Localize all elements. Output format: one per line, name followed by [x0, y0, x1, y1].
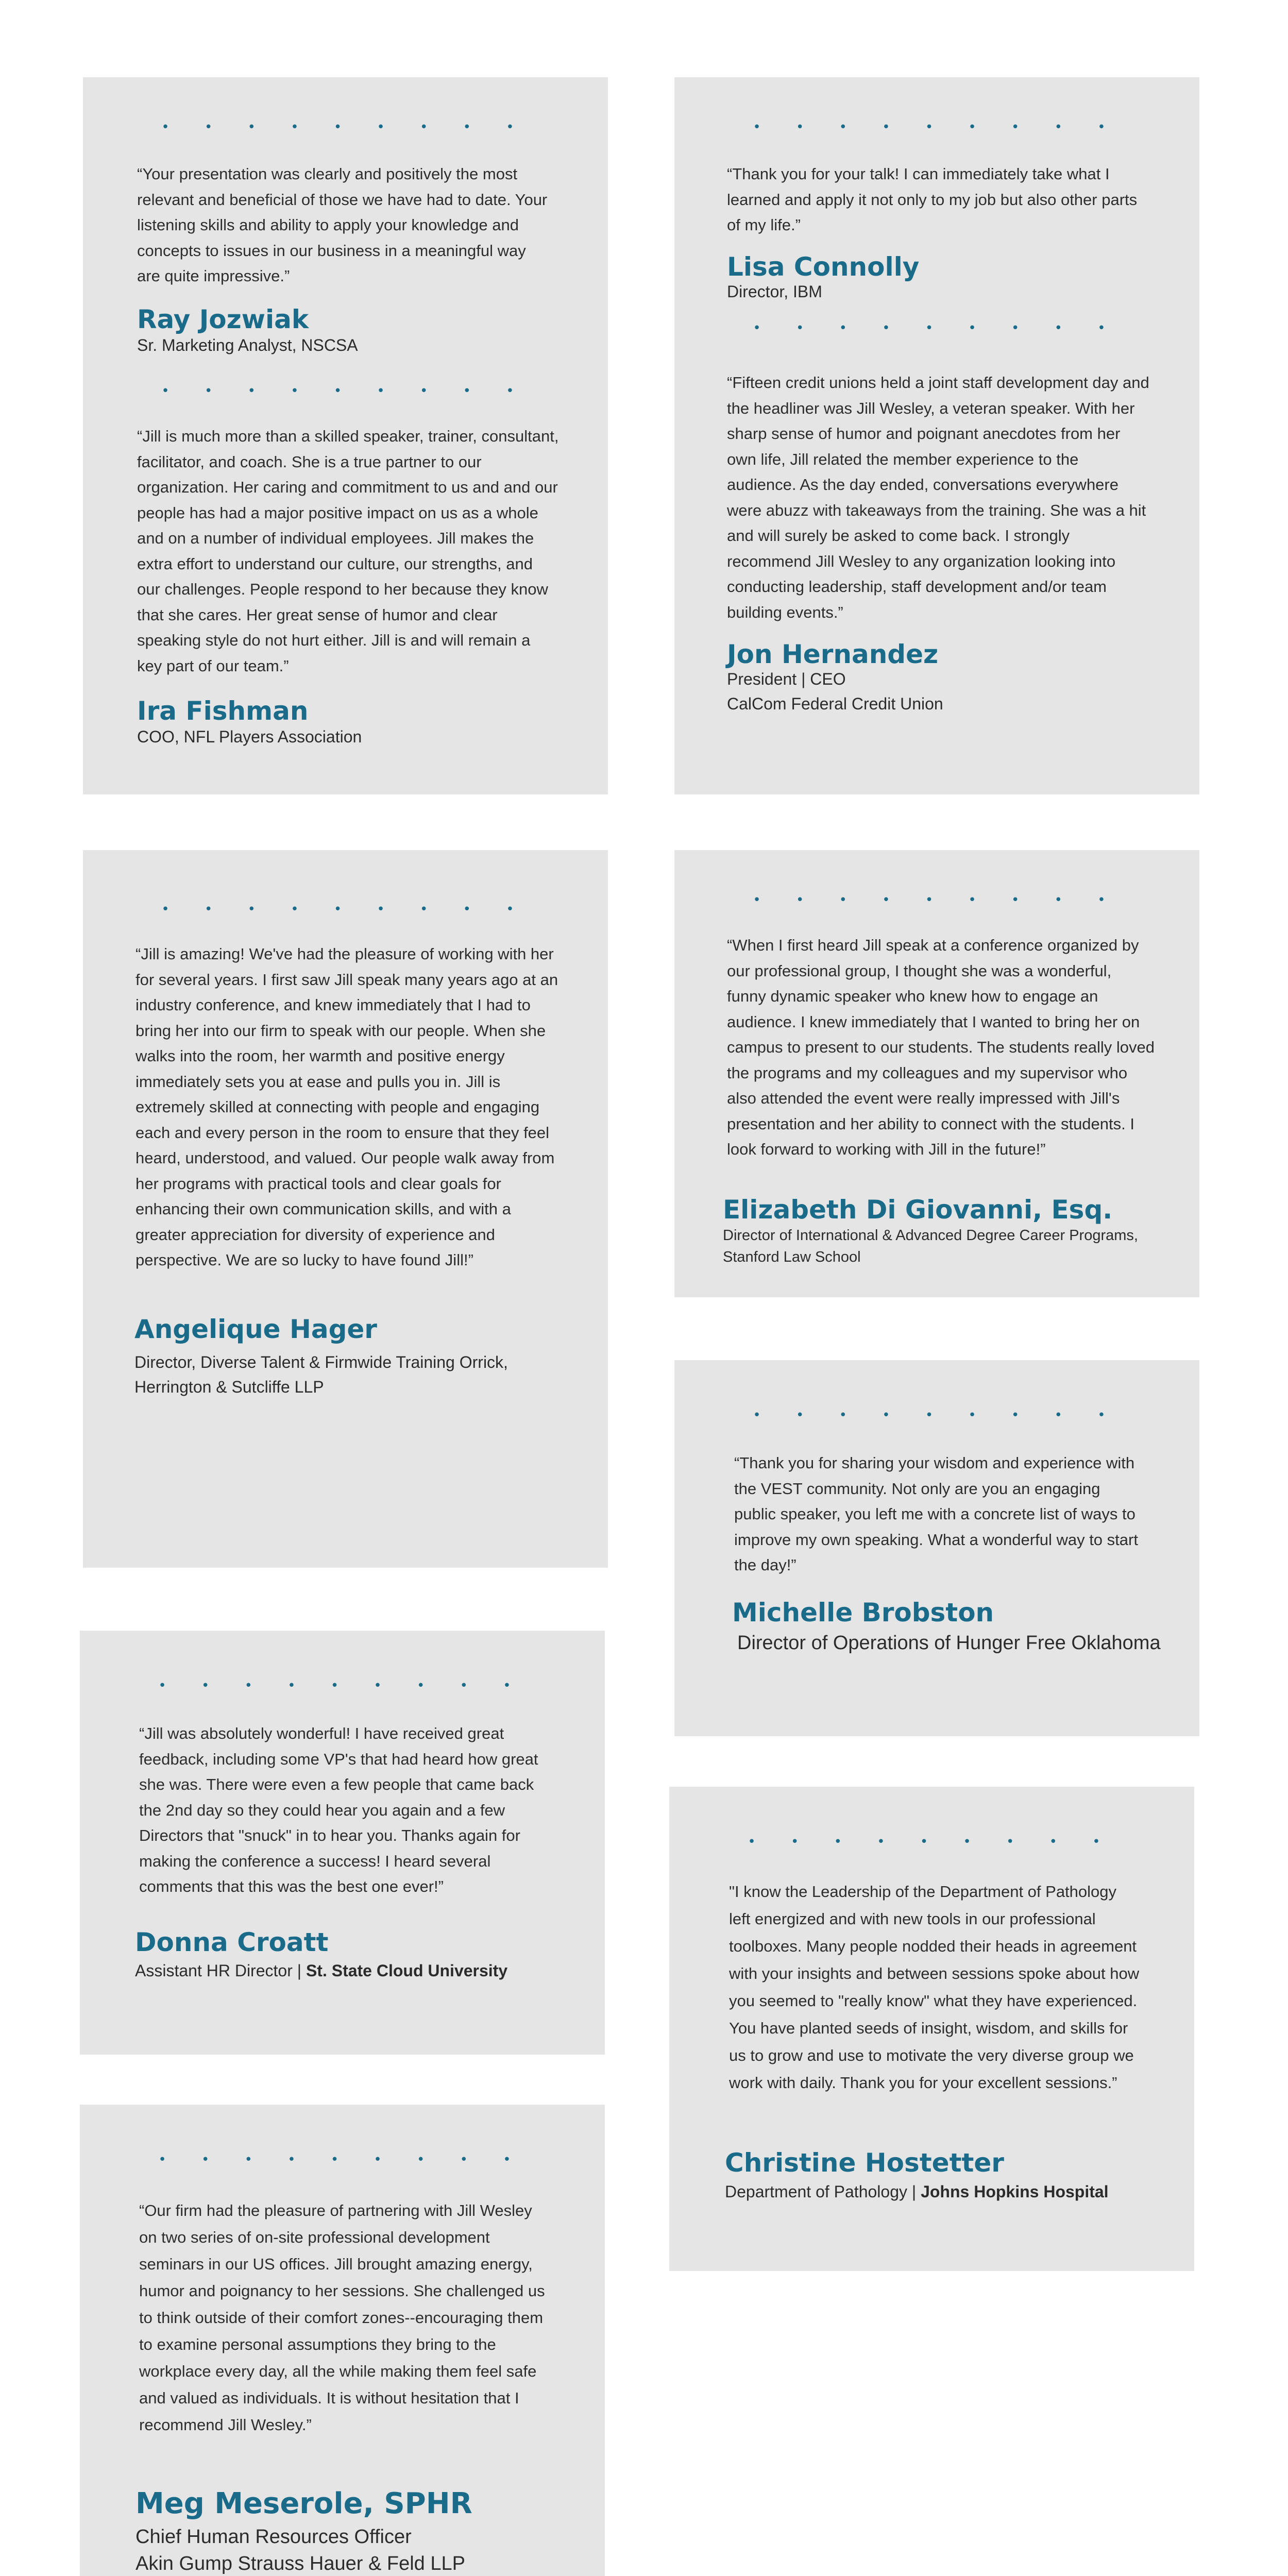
testimonial-quote: "I know the Leadership of the Department of Pathology left energized and with new tools in our professional toolboxes. Many people nodded their heads in agreement with your insights and between sessions spoke about how you seemed to "really know" what they have experienced. You have planted seeds of insight, wisdom, and skills for us to grow and use to motivate the very diverse group we work with daily. Thank you for your excellent sessions.”	[729, 1883, 1140, 2092]
testimonial-card	[80, 1631, 605, 2055]
testimonial-role: COO, NFL Players Association	[137, 727, 362, 746]
testimonial-organization: CalCom Federal Credit Union	[727, 694, 943, 713]
separator-dots: • • • • • • • • •	[753, 1408, 1121, 1423]
testimonial-role	[135, 1960, 507, 1981]
testimonial-name: Ray Jozwiak	[137, 304, 309, 334]
testimonial-card	[83, 850, 608, 1568]
testimonial-role: Director, IBM	[727, 282, 822, 301]
testimonial-name: Elizabeth Di Giovanni, Esq.	[723, 1195, 1113, 1225]
testimonial-card	[83, 77, 608, 794]
separator-dots: • • • • • • • • •	[158, 1678, 527, 1693]
testimonial-role	[725, 2181, 1109, 2202]
testimonial-quote: “Thank you for your talk! I can immediately take what I learned and apply it not only to my job but also other parts of my life.”	[727, 165, 1138, 234]
testimonial-name: Donna Croatt	[135, 1927, 329, 1957]
testimonial-card	[669, 1787, 1194, 2271]
separator-dots: • • • • • • • • •	[161, 383, 530, 399]
testimonial-quote: “Your presentation was clearly and positively the most relevant and beneficial of those we have had to date. Your listening skills and ability to apply your knowledge and concepts to issues in our business in a meaningful way are quite impressive.”	[137, 165, 548, 285]
testimonial-name: Michelle Brobston	[732, 1598, 994, 1628]
role-title: Assistant HR Director |	[135, 1961, 306, 1980]
testimonial-card	[674, 850, 1199, 1297]
testimonial-card	[80, 2105, 605, 2576]
role-title: Department of Pathology |	[725, 2182, 921, 2201]
testimonial-name: Christine Hostetter	[725, 2148, 1004, 2178]
separator-dots: • • • • • • • • •	[161, 120, 530, 135]
testimonial-quote: “Our firm had the pleasure of partnering with Jill Wesley on two series of on-site professional development seminars in our US offices. Jill brought amazing energy, humor and poignancy to her sessions. She challenged us to think outside of their comfort zones--encouraging them to examine personal assumptions they bring to the workplace every day, all the while making them feel safe and valued as individuals. It is without hesitation that I recommend Jill Wesley.”	[139, 2201, 545, 2434]
testimonial-name: Angelique Hager	[134, 1314, 377, 1344]
separator-dots: • • • • • • • • •	[753, 892, 1121, 908]
testimonial-name: Jon Hernandez	[727, 639, 939, 669]
testimonial-role: Sr. Marketing Analyst, NSCSA	[137, 336, 358, 354]
testimonial-organization: Akin Gump Strauss Hauer & Feld LLP	[135, 2553, 465, 2574]
testimonial-quote: “Jill was absolutely wonderful! I have received great feedback, including some VP's that had heard how great she was. There were even a few people that came back the 2nd day so they could hear you again and a few Directors that "snuck" in to hear you. Thanks again for making the conference a success! I heard several comments that this was the best one ever!”	[139, 1724, 538, 1895]
testimonial-role: Director of International & Advanced Degree Career Programs,	[723, 1227, 1138, 1244]
testimonial-role: President | CEO	[727, 670, 846, 688]
separator-dots: • • • • • • • • •	[748, 1834, 1116, 1850]
testimonial-name: Meg Meserole, SPHR	[135, 2487, 472, 2520]
testimonial-card	[674, 1360, 1199, 1736]
testimonial-name: Lisa Connolly	[727, 252, 920, 282]
testimonial-quote: “Jill is amazing! We've had the pleasure of working with her for several years. I first saw Jill speak many years ago at an industry conference, and knew immediately that I had to bring her into our firm to speak with our people. When she walks into the room, her warmth and positive energy immediately sets you at ease and pulls you in. Jill is extremely skilled at connecting with people and engaging each and every person in the room to ensure that they feel heard, understood, and valued. Our people walk away from her programs with practical tools and clear goals for enhancing their own communication skills, and with a greater appreciation for diversity of experience and perspective. We are so lucky to have found Jill!”	[135, 945, 558, 1269]
testimonial-organization: Stanford Law School	[723, 1249, 861, 1265]
separator-dots: • • • • • • • • •	[161, 902, 530, 917]
testimonial-quote: “When I first heard Jill speak at a conference organized by our professional group, I thought she was a wonderful, funny dynamic speaker who knew how to engage an audience. I knew immediately that I wanted to bring her on campus to present to our students. The students really loved the programs and my colleagues and my supervisor who also attended the event were really impressed with Jill's presentation and her ability to connect with the students. I look forward to working with Jill in the future!”	[727, 936, 1155, 1158]
testimonial-quote: “Jill is much more than a skilled speaker, trainer, consultant, facilitator, and coach. She is a true partner to our organization. Her caring and commitment to us and and our people has had a major positive impact on us as a whole and on a number of individual employees. Jill makes the extra effort to understand our culture, our strengths, and our challenges. People respond to her because they know that she cares. Her great sense of humor and clear speaking style do not hurt either. Jill is and will remain a key part of our team.”	[137, 427, 559, 675]
testimonial-role: Director, Diverse Talent & Firmwide Training Orrick, Herrington & Sutcliffe LLP	[134, 1353, 508, 1396]
testimonial-card	[674, 77, 1199, 794]
role-organization: St. State Cloud University	[306, 1961, 508, 1980]
testimonial-name: Ira Fishman	[137, 696, 309, 726]
testimonial-quote: “Thank you for sharing your wisdom and experience with the VEST community. Not only are you an engaging public speaker, you left me with a concrete list of ways to improve my own speaking. What a wonderful way to start the day!”	[734, 1454, 1138, 1574]
testimonial-role: Chief Human Resources Officer	[135, 2526, 412, 2548]
testimonial-quote: “Fifteen credit unions held a joint staff development day and the headliner was Jill Wesley, a veteran speaker. With her sharp sense of humor and poignant anecdotes from her own life, Jill related the member experience to the audience. As the day ended, conversations everywhere were abuzz with takeaways from the training. She was a hit and will surely be asked to come back. I strongly recommend Jill Wesley to any organization looking into conducting leadership, staff development and/or team building events.”	[727, 374, 1149, 621]
role-organization: Johns Hopkins Hospital	[921, 2182, 1109, 2201]
separator-dots: • • • • • • • • •	[753, 120, 1121, 135]
separator-dots: • • • • • • • • •	[753, 320, 1121, 336]
testimonial-role: Director of Operations of Hunger Free Oklahoma	[737, 1632, 1161, 1654]
separator-dots: • • • • • • • • •	[158, 2152, 527, 2167]
